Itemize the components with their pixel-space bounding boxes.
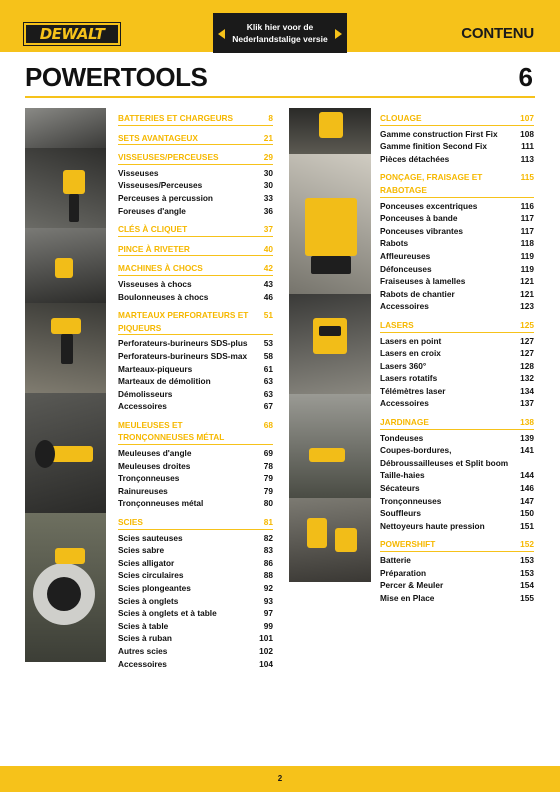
toc-page-number: 134 xyxy=(520,385,534,396)
toc-page-number: 83 xyxy=(263,545,273,556)
toc-entry-label: Accessoires xyxy=(380,398,429,409)
toc-entry-label: Visseuses/Perceuses xyxy=(118,180,203,191)
toc-entry-label: Meuleuses droites xyxy=(118,460,191,471)
toc-entry[interactable] xyxy=(380,347,534,360)
toc-entry-label: Accessoires xyxy=(118,658,167,669)
toc-entry[interactable] xyxy=(380,250,534,263)
toc-page-number: 78 xyxy=(263,460,273,471)
toc-category[interactable] xyxy=(118,516,273,530)
toc-entry[interactable] xyxy=(118,278,273,291)
toc-category[interactable] xyxy=(380,112,534,126)
toc-category[interactable] xyxy=(380,171,534,197)
toc-page-number: 154 xyxy=(520,580,534,591)
toc-entry-label: Scies à ruban xyxy=(118,633,172,644)
toc-category-label: PONÇAGE, FRAISAGE ET RABOTAGE xyxy=(380,172,483,195)
toc-category-label: BATTERIES ET CHARGEURS xyxy=(118,113,234,123)
toc-entry[interactable] xyxy=(380,200,534,213)
toc-category[interactable] xyxy=(118,419,273,445)
toc-entry[interactable] xyxy=(380,385,534,398)
toc-entry[interactable] xyxy=(380,153,534,166)
toc-category[interactable] xyxy=(118,309,273,335)
toc-page-number: 80 xyxy=(263,498,273,509)
toc-entry[interactable] xyxy=(118,544,273,557)
toc-category[interactable] xyxy=(118,132,273,146)
toc-entry[interactable] xyxy=(118,179,273,192)
toc-entry-label: Tronçonneuses métal xyxy=(118,498,204,509)
toc-entry-label: Marteaux de démolition xyxy=(118,376,211,387)
toc-entry-label: Rabots de chantier xyxy=(380,288,455,299)
toc-entry-label: Coupes-bordures, Débroussailleuses et Split boom xyxy=(380,445,509,468)
toc-page-number: 37 xyxy=(263,224,273,235)
toc-page-number: 30 xyxy=(263,167,273,178)
toc-entry-label: Scies à onglets et à table xyxy=(118,608,217,619)
toc-entry[interactable] xyxy=(380,567,534,580)
dutch-link-line1: Klik hier voor de xyxy=(246,22,314,32)
photo-lawn-mower xyxy=(289,394,371,498)
right-photo-strip xyxy=(289,108,371,582)
toc-page-number: 79 xyxy=(263,485,273,496)
toc-page-number: 153 xyxy=(520,567,534,578)
toc-entry-label: Démolisseurs xyxy=(118,388,173,399)
toc-entry[interactable] xyxy=(118,205,273,218)
dutch-version-link[interactable] xyxy=(213,13,347,53)
toc-entry-label: Scies sauteuses xyxy=(118,532,183,543)
toc-category[interactable] xyxy=(118,262,273,276)
toc-page-number: 53 xyxy=(263,338,273,349)
toc-category[interactable] xyxy=(118,151,273,165)
toc-entry[interactable] xyxy=(380,592,534,605)
toc-entry[interactable] xyxy=(380,237,534,250)
toc-page-number: 111 xyxy=(521,141,534,152)
toc-entry-label: Scies circulaires xyxy=(118,570,184,581)
toc-page-number: 132 xyxy=(520,373,534,384)
toc-category[interactable] xyxy=(380,538,534,552)
toc-page-number: 88 xyxy=(263,570,273,581)
toc-entry-label: Scies sabre xyxy=(118,545,165,556)
toc-page-number: 81 xyxy=(263,517,273,528)
toc-page-number: 127 xyxy=(520,335,534,346)
toc-entry-label: Gamme construction First Fix xyxy=(380,128,498,139)
toc-entry[interactable] xyxy=(380,300,534,313)
toc-entry-label: Tondeuses xyxy=(380,432,424,443)
toc-page-number: 99 xyxy=(263,620,273,631)
toc-page-number: 121 xyxy=(520,276,534,287)
toc-entry-label: Sécateurs xyxy=(380,483,420,494)
toc-page-number: 51 xyxy=(263,310,273,321)
toc-page-number: 93 xyxy=(263,595,273,606)
toc-page-number: 117 xyxy=(520,213,534,224)
toc-category-label: MACHINES À CHOCS xyxy=(118,263,203,274)
toc-page-number: 137 xyxy=(520,398,534,409)
toc-entry-label: Percer & Meuler xyxy=(380,580,444,591)
toc-entry[interactable] xyxy=(380,225,534,238)
toc-entry[interactable] xyxy=(118,557,273,570)
toc-page-number: 146 xyxy=(520,483,534,494)
toc-entry[interactable] xyxy=(380,128,534,141)
toc-entry-label: Visseuses à chocs xyxy=(118,278,192,289)
toc-entry[interactable] xyxy=(118,167,273,180)
toc-left-column xyxy=(118,112,273,670)
toc-page-number: 139 xyxy=(520,432,534,443)
toc-entry[interactable] xyxy=(118,569,273,582)
toc-page-number: 40 xyxy=(263,243,273,254)
toc-category-label: POWERSHIFT xyxy=(380,539,436,550)
toc-entry-label: Préparation xyxy=(380,567,427,578)
toc-entry[interactable] xyxy=(118,620,273,633)
toc-page-number: 36 xyxy=(263,205,273,216)
toc-page-number: 119 xyxy=(520,250,534,261)
toc-entry[interactable] xyxy=(118,485,273,498)
toc-entry-label: Lasers 360° xyxy=(380,360,427,371)
toc-page-number: 127 xyxy=(520,348,534,359)
toc-entry[interactable] xyxy=(380,432,534,445)
toc-page-number: 108 xyxy=(520,128,534,139)
toc-entry-label: Scies à table xyxy=(118,620,169,631)
toc-entry[interactable] xyxy=(118,658,273,671)
page-title: POWERTOOLS xyxy=(25,62,208,92)
toc-entry-label: Scies à onglets xyxy=(118,595,179,606)
toc-entry-label: Marteaux-piqueurs xyxy=(118,363,193,374)
dutch-link-line2: Nederlandstalige versie xyxy=(232,34,328,44)
toc-entry[interactable] xyxy=(380,275,534,288)
toc-entry[interactable] xyxy=(118,632,273,645)
toc-entry-label: Boulonneuses à chocs xyxy=(118,291,209,302)
toc-entry[interactable] xyxy=(380,444,534,469)
toc-category-label: MARTEAUX PERFORATEURS ET PIQUEURS xyxy=(118,310,249,333)
toc-entry-label: Lasers en croix xyxy=(380,348,441,359)
toc-entry[interactable] xyxy=(118,607,273,620)
dewalt-logo: DEWALT xyxy=(24,23,120,45)
toc-page-number: 125 xyxy=(520,319,534,330)
toc-entry[interactable] xyxy=(118,472,273,485)
toc-entry[interactable] xyxy=(118,291,273,304)
toc-category-label: SCIES xyxy=(118,517,143,528)
toc-page-number: 147 xyxy=(520,495,534,506)
chapter-number: 6 xyxy=(518,62,533,92)
toc-entry-label: Ponceuses à bande xyxy=(380,213,458,224)
toc-entry-label: Fraiseuses à lamelles xyxy=(380,276,466,287)
toc-page-number: 121 xyxy=(520,288,534,299)
toc-page-number: 144 xyxy=(520,470,534,481)
toc-entry-label: Tronçonneuses xyxy=(118,473,180,484)
toc-entry-label: Gamme finition Second Fix xyxy=(380,141,487,152)
toc-entry-label: Nettoyeurs haute pression xyxy=(380,520,485,531)
toc-page-number: 82 xyxy=(263,532,273,543)
toc-category[interactable] xyxy=(380,319,534,333)
toc-page-number: 123 xyxy=(520,301,534,312)
toc-entry-label: Télémètres laser xyxy=(380,385,446,396)
toc-entry[interactable] xyxy=(380,520,534,533)
toc-entry[interactable] xyxy=(118,447,273,460)
toc-page-number: 46 xyxy=(263,291,273,302)
toc-category-label: LASERS xyxy=(380,319,414,330)
toc-entry-label: Batterie xyxy=(380,555,411,565)
toc-entry[interactable] xyxy=(380,495,534,508)
toc-entry[interactable] xyxy=(118,363,273,376)
toc-entry-label: Mise en Place xyxy=(380,592,435,603)
toc-page-number: 119 xyxy=(520,263,534,274)
toc-entry-label: Ponceuses vibrantes xyxy=(380,225,464,236)
toc-page-number: 101 xyxy=(259,633,273,644)
toc-category-label: PINCE À RIVETER xyxy=(118,243,190,254)
toc-entry[interactable] xyxy=(118,460,273,473)
toc-entry[interactable] xyxy=(118,645,273,658)
toc-page-number: 67 xyxy=(263,401,273,412)
toc-page-number: 61 xyxy=(263,363,273,374)
toc-entry[interactable] xyxy=(380,372,534,385)
toc-entry[interactable] xyxy=(380,397,534,410)
toc-category[interactable] xyxy=(118,243,273,257)
toc-page-number: 138 xyxy=(520,417,534,428)
toc-entry-label: Pièces détachées xyxy=(380,153,450,164)
toc-page-number: 150 xyxy=(520,508,534,519)
toc-page-number: 128 xyxy=(520,360,534,371)
toc-page-number: 43 xyxy=(263,278,273,289)
toc-entry[interactable] xyxy=(380,579,534,592)
toc-entry[interactable] xyxy=(118,375,273,388)
toc-entry[interactable] xyxy=(380,212,534,225)
toc-page-number: 153 xyxy=(520,555,534,565)
toc-page-number: 30 xyxy=(263,180,273,191)
toc-category[interactable] xyxy=(380,416,534,430)
toc-entry-label: Souffleurs xyxy=(380,508,422,519)
toc-page-number: 102 xyxy=(259,645,273,656)
photo-circular-saw-top xyxy=(25,108,106,148)
toc-page-number: 58 xyxy=(263,350,273,361)
toc-entry[interactable] xyxy=(380,360,534,373)
toc-entry-label: Rabots xyxy=(380,238,409,249)
title-divider xyxy=(25,96,535,98)
toc-entry-label: Défonceuses xyxy=(380,263,432,274)
toc-page-number: 113 xyxy=(520,153,534,164)
toc-entry[interactable] xyxy=(380,335,534,348)
toc-category[interactable] xyxy=(118,112,273,126)
toc-entry[interactable] xyxy=(380,507,534,520)
toc-page-number: 151 xyxy=(520,520,534,531)
toc-entry[interactable] xyxy=(380,263,534,276)
toc-page-number: 29 xyxy=(263,152,273,163)
toc-entry[interactable] xyxy=(118,532,273,545)
toc-category-label: CLÉS À CLIQUET xyxy=(118,224,188,235)
toc-entry-label: Rainureuses xyxy=(118,485,168,496)
arrow-left-icon xyxy=(218,29,225,39)
toc-entry-label: Autres scies xyxy=(118,645,168,656)
toc-entry-label: Lasers en point xyxy=(380,335,442,346)
toc-page-number: 152 xyxy=(520,539,534,550)
toc-entry-label: Foreuses d'angle xyxy=(118,205,186,216)
toc-entry-label: Meuleuses d'angle xyxy=(118,448,192,459)
toc-entry[interactable] xyxy=(118,337,273,350)
toc-page-number: 63 xyxy=(263,376,273,387)
toc-page-number: 8 xyxy=(268,113,273,123)
toc-category-label: CLOUAGE xyxy=(380,113,422,123)
toc-entry[interactable] xyxy=(118,350,273,363)
toc-entry-label: Scies alligator xyxy=(118,557,175,568)
toc-entry[interactable] xyxy=(118,400,273,413)
toc-entry-label: Ponceuses excentriques xyxy=(380,200,478,211)
toc-entry-label: Lasers rotatifs xyxy=(380,373,438,384)
toc-entry-label: Taille-haies xyxy=(380,470,425,481)
toc-entry[interactable] xyxy=(118,595,273,608)
toc-page-number: 68 xyxy=(263,419,273,430)
toc-entry-label: Perforateurs-burineurs SDS-plus xyxy=(118,338,248,349)
page-number: 2 xyxy=(277,774,283,783)
toc-entry-label: Perceuses à percussion xyxy=(118,192,214,203)
toc-entry[interactable] xyxy=(380,288,534,301)
toc-page-number: 141 xyxy=(520,445,534,456)
photo-powershift xyxy=(289,498,371,582)
toc-entry-label: Perforateurs-burineurs SDS-max xyxy=(118,350,248,361)
toc-page-number: 63 xyxy=(263,388,273,399)
toc-page-number: 117 xyxy=(520,225,534,236)
left-photo-strip xyxy=(25,108,106,662)
toc-entry-label: Tronçonneuses xyxy=(380,495,442,506)
toc-entry[interactable] xyxy=(118,582,273,595)
toc-category[interactable] xyxy=(118,223,273,237)
toc-page-number: 97 xyxy=(263,608,273,619)
toc-page-number: 69 xyxy=(263,448,273,459)
toc-category-label: SETS AVANTAGEUX xyxy=(118,132,198,143)
section-label: CONTENU xyxy=(461,25,534,42)
toc-category-label: MEULEUSES ET TRONÇONNEUSES MÉTAL xyxy=(118,419,225,443)
toc-entry[interactable] xyxy=(118,192,273,205)
toc-entry-label: Accessoires xyxy=(380,301,429,312)
toc-entry[interactable] xyxy=(380,140,534,153)
toc-entry-label: Visseuses xyxy=(118,167,159,178)
toc-page-number: 118 xyxy=(520,238,534,249)
toc-category-label: JARDINAGE xyxy=(380,417,429,428)
toc-category-label: VISSEUSES/PERCEUSES xyxy=(118,152,219,163)
toc-right-column xyxy=(380,112,534,604)
toc-page-number: 42 xyxy=(263,263,273,274)
toc-entry-label: Accessoires xyxy=(118,401,167,412)
toc-page-number: 79 xyxy=(263,473,273,484)
toc-entry[interactable] xyxy=(380,469,534,482)
toc-entry[interactable] xyxy=(380,482,534,495)
arrow-right-icon xyxy=(335,29,342,39)
toc-entry[interactable] xyxy=(380,554,534,567)
toc-page-number: 92 xyxy=(263,583,273,593)
toc-page-number: 116 xyxy=(520,200,534,211)
toc-page-number: 86 xyxy=(263,557,273,568)
toc-entry[interactable] xyxy=(118,388,273,401)
toc-page-number: 33 xyxy=(263,192,273,203)
toc-entry-label: Affleureuses xyxy=(380,250,431,261)
toc-page-number: 104 xyxy=(259,658,273,669)
toc-page-number: 155 xyxy=(520,592,534,603)
toc-page-number: 115 xyxy=(520,172,534,183)
toc-entry[interactable] xyxy=(118,497,273,510)
toc-page-number: 107 xyxy=(520,113,534,123)
toc-page-number: 21 xyxy=(263,132,273,143)
toc-entry-label: Scies plongeantes xyxy=(118,583,191,593)
